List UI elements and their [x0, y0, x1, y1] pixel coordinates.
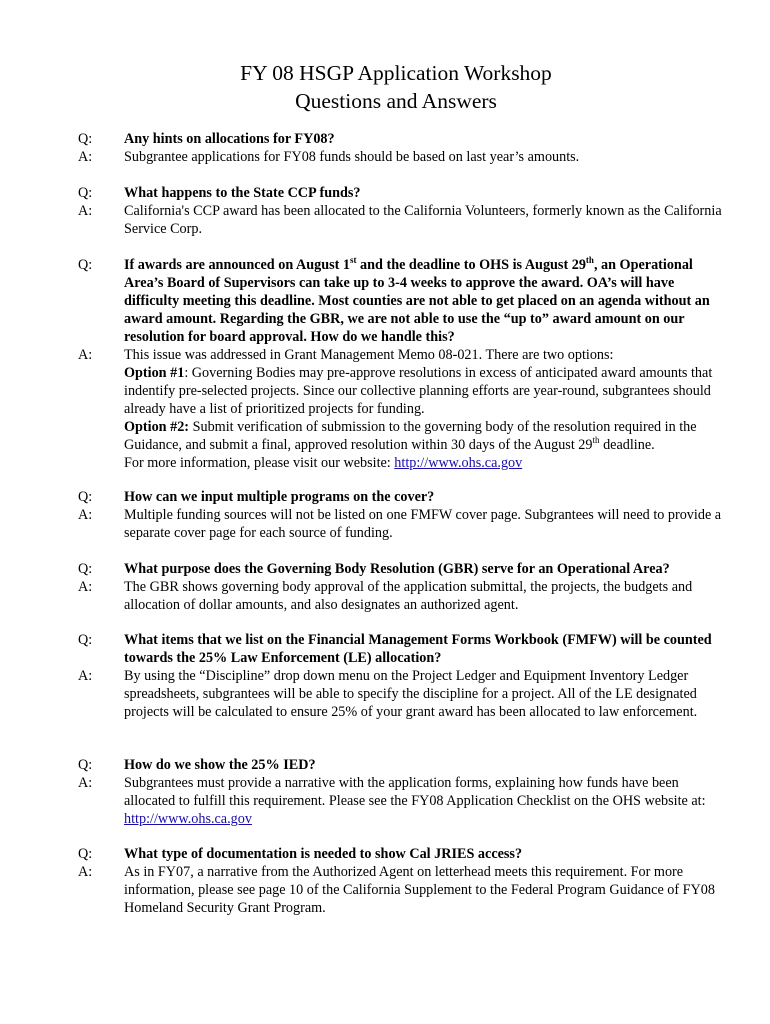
question-text: Any hints on allocations for FY08?: [124, 131, 335, 147]
question-text: What items that we list on the Financial Management Forms Workbook (FMFW) will be counted towards the 25% Law Enforcement (LE) allocation?: [124, 632, 712, 666]
ohs-website-link[interactable]: http://www.ohs.ca.gov: [394, 455, 523, 471]
answer-text: The GBR shows governing body approval of the application submittal, the projects, the budgets and allocation of dollar amounts, and also designates an authorized agent.: [124, 579, 693, 613]
question-text: What type of documentation is needed to show Cal JRIES access?: [124, 846, 523, 862]
answer-label: A:: [78, 203, 93, 219]
question-text: If awards are announced on August 1st and the deadline to OHS is August 29th, an Operational Area’s Board of Supervisors can take up to 3-4 weeks to approve the award. OA’s will have difficulty meeting this deadline. Most counties are not able to get placed on an agenda without an award amount. Regarding the GBR, we are not able to use the “up to” award amount on our resolution for board approval. How do we handle this?: [124, 255, 710, 345]
question-text: How can we input multiple programs on the cover?: [124, 489, 435, 505]
answer-row: [78, 578, 723, 614]
ohs-website-link[interactable]: http://www.ohs.ca.gov: [124, 811, 252, 827]
question-row: [78, 756, 723, 774]
qa-item-allocations: [78, 130, 723, 166]
qa-item-cal-jries: [78, 845, 723, 917]
question-row: [78, 256, 723, 346]
answer-text: Multiple funding sources will not be listed on one FMFW cover page. Subgrantees will need to provide a separate cover page for each source of funding.: [124, 507, 722, 541]
question-label: Q:: [78, 561, 93, 577]
answer-text: As in FY07, a narrative from the Authorized Agent on letterhead meets this requirement. For more information, please see page 10 of the California Supplement to the Federal Program Guidance of FY08 Homeland Security Grant Program.: [124, 864, 715, 916]
question-label: Q:: [78, 185, 93, 201]
question-text: What happens to the State CCP funds?: [124, 185, 361, 201]
qa-item-gbr-purpose: [78, 560, 723, 614]
question-text: What purpose does the Governing Body Resolution (GBR) serve for an Operational Area?: [124, 561, 670, 577]
answer-row: [78, 667, 723, 721]
answer-text: Subgrantee applications for FY08 funds should be based on last year’s amounts.: [124, 149, 580, 165]
question-row: [78, 488, 723, 506]
question-label: Q:: [78, 632, 93, 648]
qa-item-award-deadline: [78, 256, 723, 472]
question-label: Q:: [78, 257, 93, 273]
answer-row: [78, 506, 723, 542]
answer-label: A:: [78, 149, 93, 165]
answer-row: [78, 863, 723, 917]
answer-label: A:: [78, 579, 93, 595]
answer-label: A:: [78, 775, 93, 791]
option-2-label: Option #2:: [124, 419, 190, 435]
document-subtitle: Questions and Answers: [295, 89, 497, 113]
question-text: How do we show the 25% IED?: [124, 757, 316, 773]
option-1-label: Option #1: [124, 365, 185, 381]
question-row: [78, 845, 723, 863]
qa-item-ied: [78, 756, 723, 828]
answer-row: [78, 148, 723, 166]
question-row: [78, 184, 723, 202]
question-row: [78, 560, 723, 578]
answer-row: [78, 774, 723, 828]
question-row: [78, 130, 723, 148]
qa-item-fmfw-le-allocation: [78, 631, 723, 721]
answer-label: A:: [78, 347, 93, 363]
answer-label: A:: [78, 668, 93, 684]
answer-text: California's CCP award has been allocated to the California Volunteers, formerly known as the California Service Corp.: [124, 203, 722, 237]
document-title: FY 08 HSGP Application Workshop: [240, 61, 552, 85]
qa-item-ccp-funds: [78, 184, 723, 238]
answer-text: Subgrantees must provide a narrative with the application forms, explaining how funds have been allocated to fulfill this requirement. Please see the FY08 Application Checklist on the OHS website at: http://www.ohs.ca.gov: [124, 775, 706, 827]
qa-item-multiple-programs: [78, 488, 723, 542]
question-row: [78, 631, 723, 667]
answer-text: This issue was addressed in Grant Management Memo 08-021. There are two options: Option #1: Governing Bodies may pre-approve resolutions in excess of anticipated award amounts that indentify pre-selected projects. Since our collective planning efforts are year-round, subgrantees should already have a list of prioritized projects for funding. Option #2: Submit verification of submission to the governing body of the resolution required in the Guidance, and submit a final, approved resolution within 30 days of the August 29th deadline. For more information, please visit our website: http://www.ohs.ca.gov: [124, 347, 713, 471]
answer-row: [78, 346, 723, 472]
answer-text: By using the “Discipline” drop down menu on the Project Ledger and Equipment Inventory Ledger spreadsheets, subgrantees will be able to specify the discipline for a project. All of the LE designated projects will be calculated to ensure 25% of your grant award has been allocated to law enforcement.: [124, 668, 698, 720]
answer-label: A:: [78, 507, 93, 523]
question-label: Q:: [78, 489, 93, 505]
question-label: Q:: [78, 757, 93, 773]
question-label: Q:: [78, 846, 93, 862]
question-label: Q:: [78, 131, 93, 147]
answer-row: [78, 202, 723, 238]
answer-label: A:: [78, 864, 93, 880]
